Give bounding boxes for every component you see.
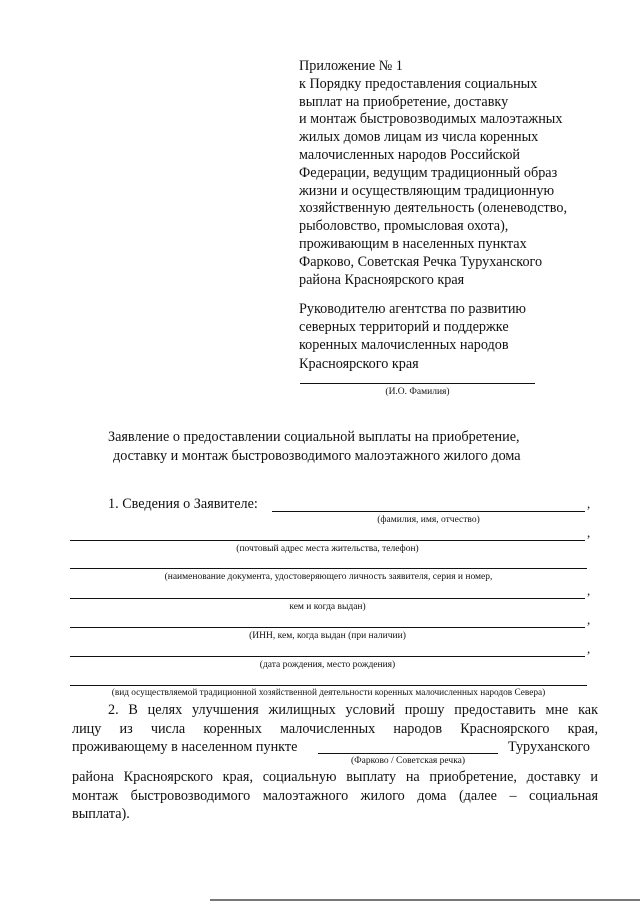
appendix-line: хозяйственную деятельность (оленеводство, [299, 200, 567, 217]
field-caption: кем и когда выдан) [289, 602, 366, 612]
field-caption: (ИНН, кем, когда выдан (при наличии) [249, 631, 406, 641]
section2-line-5: монтаж быстровозводимого малоэтажного жилого дома (далее – социальная [72, 788, 598, 804]
recipient-line: коренных малочисленных народов [299, 337, 509, 354]
field-caption: (дата рождения, место рождения) [259, 660, 396, 670]
field-caption: (почтовый адрес места жительства, телефон) [236, 544, 419, 554]
appendix-line: проживающим в населенных пунктах [299, 235, 527, 252]
section2-line-3-start: проживающему в населенном пункте [72, 739, 298, 755]
appendix-line: выплат на приобретение, доставку [299, 93, 509, 110]
address-field[interactable] [70, 540, 585, 541]
field-comma: , [587, 496, 591, 511]
appendix-header [299, 58, 619, 289]
settlement-field[interactable] [318, 753, 498, 754]
section2-line-3-end: Туруханского [508, 739, 590, 755]
appendix-line: и монтаж быстровозводимых малоэтажных [299, 111, 563, 128]
field-comma: , [587, 583, 591, 598]
appendix-line: к Порядку предоставления социальных [299, 75, 538, 92]
title-line-2: доставку и монтаж быстровозводимого малоэтажного жилого дома [113, 448, 521, 464]
section2-line-6: выплата). [72, 806, 130, 822]
recipient-line: Красноярского края [299, 355, 419, 372]
field-caption: (наименование документа, удостоверяющего личность заявителя, серия и номер, [164, 572, 493, 582]
signature-line[interactable] [300, 383, 535, 384]
section2-line-4: района Красноярского края, социальную выплату на приобретение, доставку и [72, 769, 598, 785]
settlement-caption: (Фарково / Советская речка) [350, 756, 466, 766]
field-comma: , [587, 641, 591, 656]
recipient-line: Руководителю агентства по развитию [299, 301, 527, 317]
field-caption: (фамилия, имя, отчество) [377, 515, 480, 525]
recipient-line: северных территорий и поддержке [299, 319, 509, 336]
appendix-line: Фарково, Советская Речка Туруханского [299, 253, 543, 270]
activity-field[interactable] [70, 685, 587, 686]
applicant-name-field[interactable] [272, 511, 585, 512]
appendix-line: жизни и осуществляющим традиционную [299, 182, 555, 199]
appendix-line: жилых домов лицам из числа коренных [299, 129, 539, 146]
inn-field[interactable] [70, 627, 585, 628]
page-edge-mark [210, 899, 640, 901]
recipient-block [299, 300, 619, 373]
field-comma: , [587, 612, 591, 627]
field-comma: , [587, 525, 591, 540]
field-caption: (вид осуществляемой традиционной хозяйственной деятельности коренных малочисленных народов Севера) [111, 688, 546, 698]
birth-field[interactable] [70, 656, 585, 657]
appendix-line: района Красноярского края [299, 271, 465, 288]
section2-line-1: 2. В целях улучшения жилищных условий прошу предоставить мне как [108, 702, 598, 718]
section2-line-2: лицу из числа коренных малочисленных народов Красноярского края, [72, 721, 598, 737]
section1-label: 1. Сведения о Заявителе: [108, 496, 258, 512]
title-line-1: Заявление о предоставлении социальной выплаты на приобретение, [108, 429, 520, 445]
id-issued-field[interactable] [70, 598, 585, 599]
appendix-line: Приложение № 1 [299, 58, 403, 74]
appendix-line: рыболовство, промысловая охота), [299, 218, 509, 235]
appendix-line: малочисленных народов Российской [299, 146, 521, 163]
signature-caption: (И.О. Фамилия) [385, 387, 450, 397]
id-document-field[interactable] [70, 568, 587, 569]
appendix-line: Федерации, ведущим традиционный образ [299, 164, 558, 181]
